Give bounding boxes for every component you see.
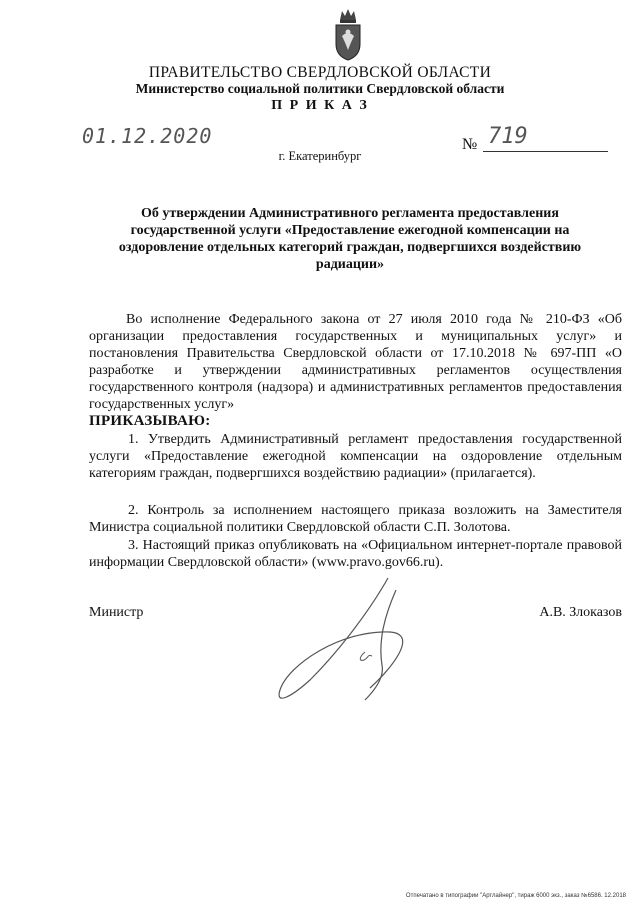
order-item-3: 3. Настоящий приказ опубликовать на «Официальном интернет-портале правовой информации Свердловской области» (www.pravo.gov66.ru). <box>89 538 622 570</box>
ministry-name: Министерство социальной политики Свердловской области <box>135 81 505 96</box>
document-type: П Р И К А З <box>271 98 369 113</box>
city: г. Екатеринбург <box>278 149 362 163</box>
handwritten-signature <box>270 570 420 715</box>
government-name: ПРАВИТЕЛЬСТВО СВЕРДЛОВСКОЙ ОБЛАСТИ <box>148 64 492 81</box>
order-item-1: 1. Утвердить Административный регламент предоставления государственной услуги «Предоставление ежегодной компенсации на оздоровление отдельным категориям граждан, подвергшихся воздействию радиации» (прилагается). <box>89 432 622 481</box>
signatory-name: А.В. Злоказов <box>539 605 622 620</box>
number-sign: № <box>462 136 478 153</box>
order-word: ПРИКАЗЫВАЮ: <box>89 413 211 429</box>
signatory-position: Министр <box>89 605 144 620</box>
print-note: Отпечатано в типографии "Артлайнер", тираж 6000 экз., заказ №6586. 12.2018 <box>405 893 626 899</box>
order-item-2: 2. Контроль за исполнением настоящего приказа возложить на Заместителя Министра социальной политики Свердловской области С.П. Золотова. <box>89 503 622 535</box>
coat-of-arms-icon <box>331 6 365 62</box>
preamble-paragraph: Во исполнение Федерального закона от 27 июля 2010 года № 210-ФЗ «Об организации предоставления государственных и муниципальных услуг» и постановления Правительства Свердловской области от 17.10.2018 № 697-ПП «О разработке и утверждении административных регламентов осуществления государственного контроля (надзора) и административных регламентов предоставления государственных услуг» <box>89 312 622 412</box>
order-date: 01.12.2020 <box>82 124 213 148</box>
document-title: Об утверждении Административного регламента предоставления государственной услуги «Предоставление ежегодной компенсации на оздоровление отдельных категорий граждан, подвергшихся воздействию радиации» <box>118 206 582 272</box>
order-number: 719 <box>488 124 528 149</box>
